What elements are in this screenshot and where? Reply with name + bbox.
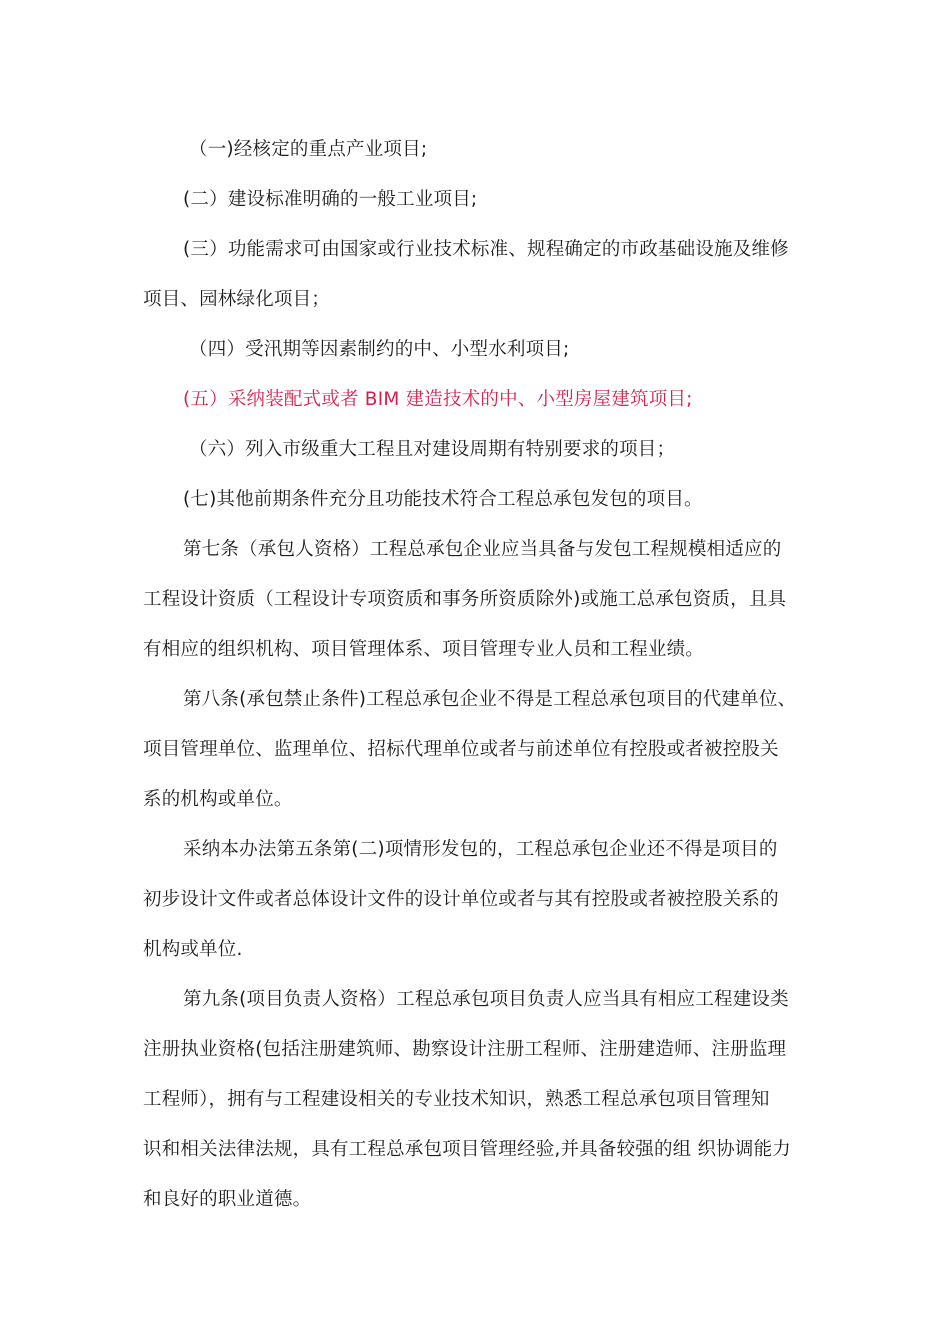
- item-3-line-2: 项目、园林绿化项目；: [143, 289, 331, 310]
- article-9-line-4: 识和相关法律法规，具有工程总承包项目管理经验,并具备较强的组 织协调能力: [143, 1139, 791, 1160]
- article-8-line-3: 系的机构或单位。: [143, 789, 293, 810]
- document-body: [143, 125, 813, 1225]
- article-9-line-2: 注册执业资格(包括注册建筑师、勘察设计注册工程师、注册建造师、注册监理: [143, 1039, 787, 1060]
- item-7: (七)其他前期条件充分且功能技术符合工程总承包发包的项目。: [183, 489, 703, 510]
- article-8b-line-1: 采纳本办法第五条第(二)项情形发包的，工程总承包企业还不得是项目的: [183, 839, 778, 860]
- item-5-highlighted: (五）采纳装配式或者 BIM 建造技术的中、小型房屋建筑项目;: [183, 389, 693, 410]
- article-8-line-2: 项目管理单位、监理单位、招标代理单位或者与前述单位有控股或者被控股关: [143, 739, 779, 760]
- article-8b-line-3: 机构或单位.: [143, 939, 243, 960]
- article-7-line-2: 工程设计资质（工程设计专项资质和事务所资质除外)或施工总承包资质，且具: [143, 589, 787, 610]
- article-9-line-1: 第九条(项目负责人资格）工程总承包项目负责人应当具有相应工程建设类: [183, 989, 789, 1010]
- article-8b-line-2: 初步设计文件或者总体设计文件的设计单位或者与其有控股或者被控股关系的: [143, 889, 779, 910]
- item-3-line-1: (三）功能需求可由国家或行业技术标准、规程确定的市政基础设施及维修: [183, 239, 789, 260]
- article-7-line-3: 有相应的组织机构、项目管理体系、项目管理专业人员和工程业绩。: [143, 639, 705, 660]
- item-4: （四）受汛期等因素制约的中、小型水利项目;: [189, 339, 570, 360]
- article-8-line-1: 第八条(承包禁止条件)工程总承包企业不得是工程总承包项目的代建单位、: [183, 689, 797, 710]
- article-9-line-3: 工程师），拥有与工程建设相关的专业技术知识，熟悉工程总承包项目管理知: [143, 1089, 770, 1110]
- item-2: (二）建设标准明确的一般工业项目;: [183, 189, 478, 210]
- article-9-line-5: 和良好的职业道德。: [143, 1189, 312, 1210]
- article-7-line-1: 第七条（承包人资格）工程总承包企业应当具备与发包工程规模相适应的: [183, 539, 782, 560]
- item-6: （六）列入市级重大工程且对建设周期有特别要求的项目；: [189, 439, 676, 460]
- item-1: （一)经核定的重点产业项目;: [189, 139, 428, 160]
